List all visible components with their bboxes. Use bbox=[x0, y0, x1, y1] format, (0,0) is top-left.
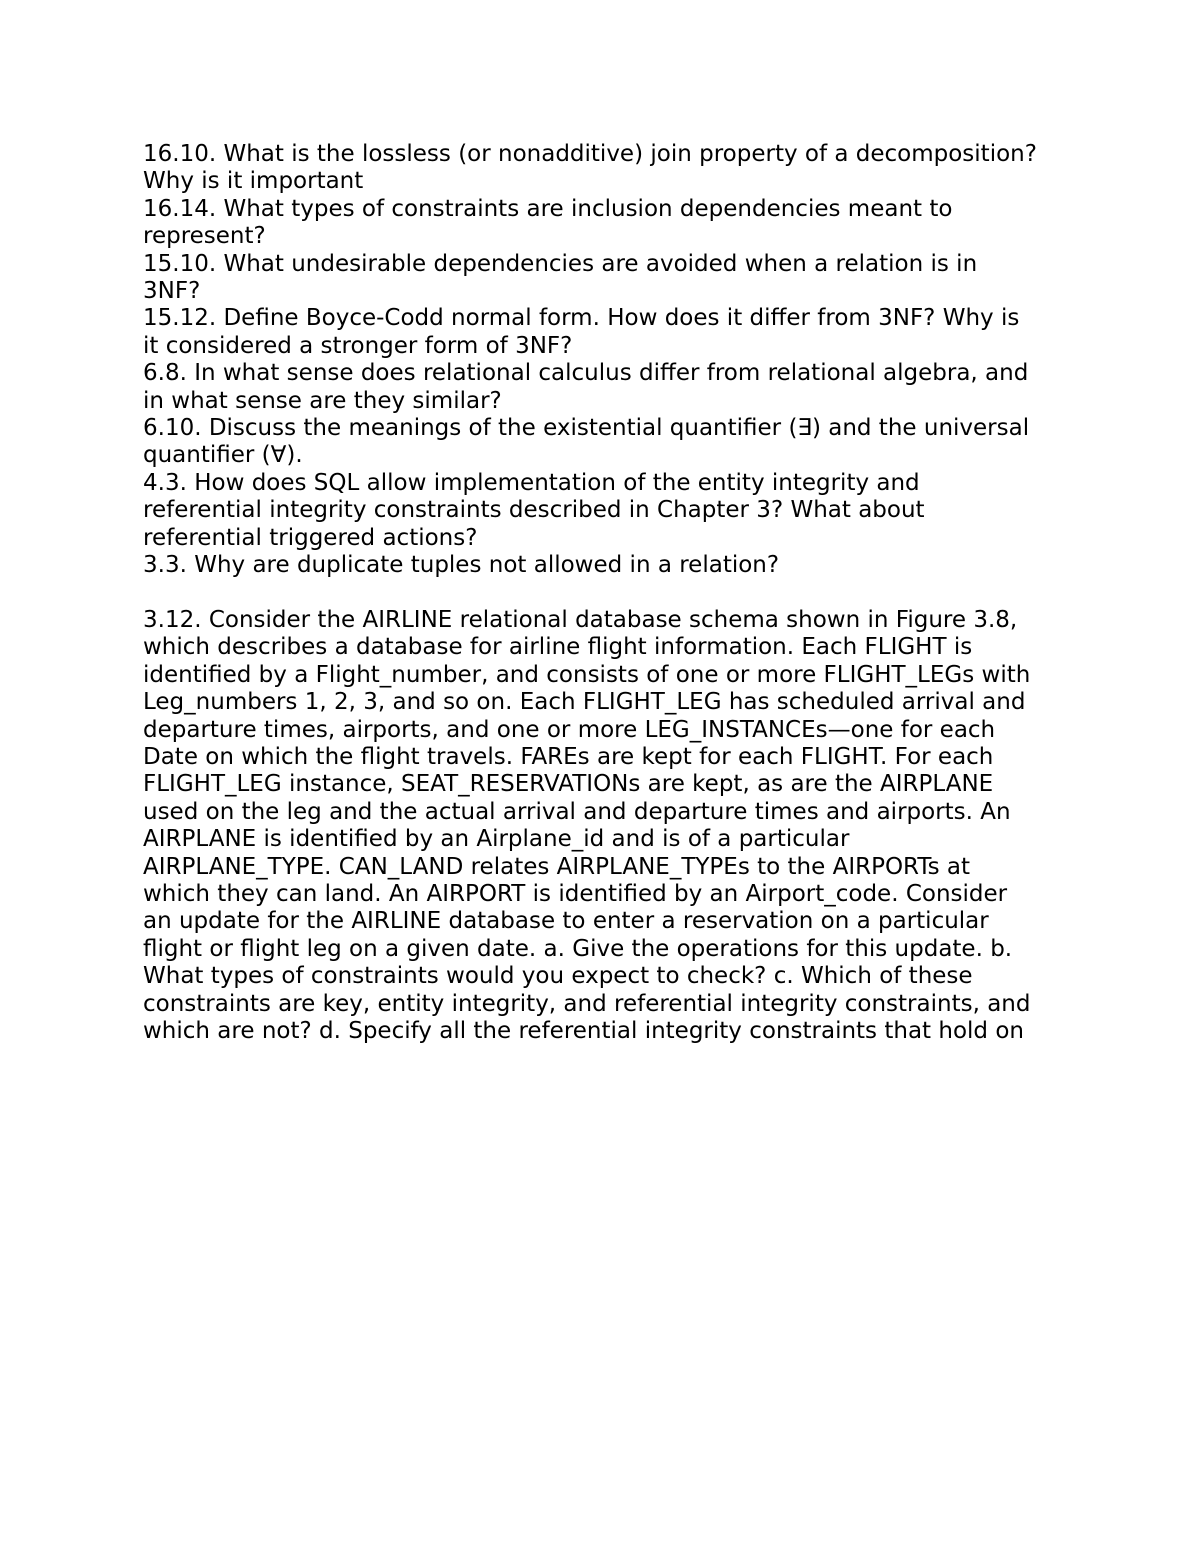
exercise-paragraph bbox=[143, 607, 1063, 1046]
text-line: an update for the AIRLINE database to enter a reservation on a particular bbox=[143, 908, 989, 935]
text-line: 15.10. What undesirable dependencies are avoided when a relation is in bbox=[143, 250, 978, 277]
text-line: Leg_numbers 1, 2, 3, and so on. Each FLIGHT_LEG has scheduled arrival and bbox=[143, 689, 1026, 716]
text-line: used on the leg and the actual arrival and departure times and airports. An bbox=[143, 798, 1011, 825]
text-line: AIRPLANE_TYPE. CAN_LAND relates AIRPLANE_TYPEs to the AIRPORTs at bbox=[143, 853, 971, 880]
paragraph-spacer bbox=[143, 580, 1063, 607]
text-line: FLIGHT_LEG instance, SEAT_RESERVATIONs are kept, as are the AIRPLANE bbox=[143, 771, 994, 798]
text-line: referential integrity constraints described in Chapter 3? What about bbox=[143, 497, 925, 524]
text-line: identified by a Flight_number, and consists of one or more FLIGHT_LEGs with bbox=[143, 661, 1031, 688]
text-line: represent? bbox=[143, 223, 266, 250]
text-line: it considered a stronger form of 3NF? bbox=[143, 332, 573, 359]
text-line: referential triggered actions? bbox=[143, 524, 478, 551]
text-line: which they can land. An AIRPORT is identified by an Airport_code. Consider bbox=[143, 880, 1008, 907]
text-line: which are not? d. Specify all the referential integrity constraints that hold on bbox=[143, 1017, 1024, 1044]
text-line: 16.10. What is the lossless (or nonadditive) join property of a decomposition? bbox=[143, 141, 1037, 167]
text-line: 6.10. Discuss the meanings of the existential quantifier (∃) and the universal bbox=[143, 415, 1030, 442]
text-line: constraints are key, entity integrity, and referential integrity constraints, and bbox=[143, 990, 1031, 1017]
text-line: flight or flight leg on a given date. a. Give the operations for this update. b. bbox=[143, 935, 1013, 962]
text-line: 6.8. In what sense does relational calculus differ from relational algebra, and bbox=[143, 360, 1029, 387]
text-line: in what sense are they similar? bbox=[143, 387, 502, 414]
text-line: Date on which the flight travels. FAREs are kept for each FLIGHT. For each bbox=[143, 743, 994, 770]
text-line: 16.14. What types of constraints are inclusion dependencies meant to bbox=[143, 195, 953, 222]
document-text bbox=[143, 141, 1063, 1045]
text-line: 3NF? bbox=[143, 278, 201, 305]
text-line: which describes a database for airline flight information. Each FLIGHT is bbox=[143, 634, 973, 661]
text-line: 3.3. Why are duplicate tuples not allowed in a relation? bbox=[143, 552, 780, 579]
text-line: AIRPLANE is identified by an Airplane_id and is of a particular bbox=[143, 826, 850, 853]
text-line: quantifier (∀). bbox=[143, 442, 303, 469]
question-list bbox=[143, 141, 1063, 580]
text-line: 15.12. Define Boyce-Codd normal form. How does it differ from 3NF? Why is bbox=[143, 305, 1020, 332]
text-line: 3.12. Consider the AIRLINE relational database schema shown in Figure 3.8, bbox=[143, 606, 1018, 633]
text-line: departure times, airports, and one or more LEG_INSTANCEs—one for each bbox=[143, 716, 996, 743]
text-line: Why is it important bbox=[143, 168, 364, 195]
text-line: What types of constraints would you expect to check? c. Which of these bbox=[143, 963, 973, 990]
text-line: 4.3. How does SQL allow implementation of the entity integrity and bbox=[143, 469, 920, 496]
